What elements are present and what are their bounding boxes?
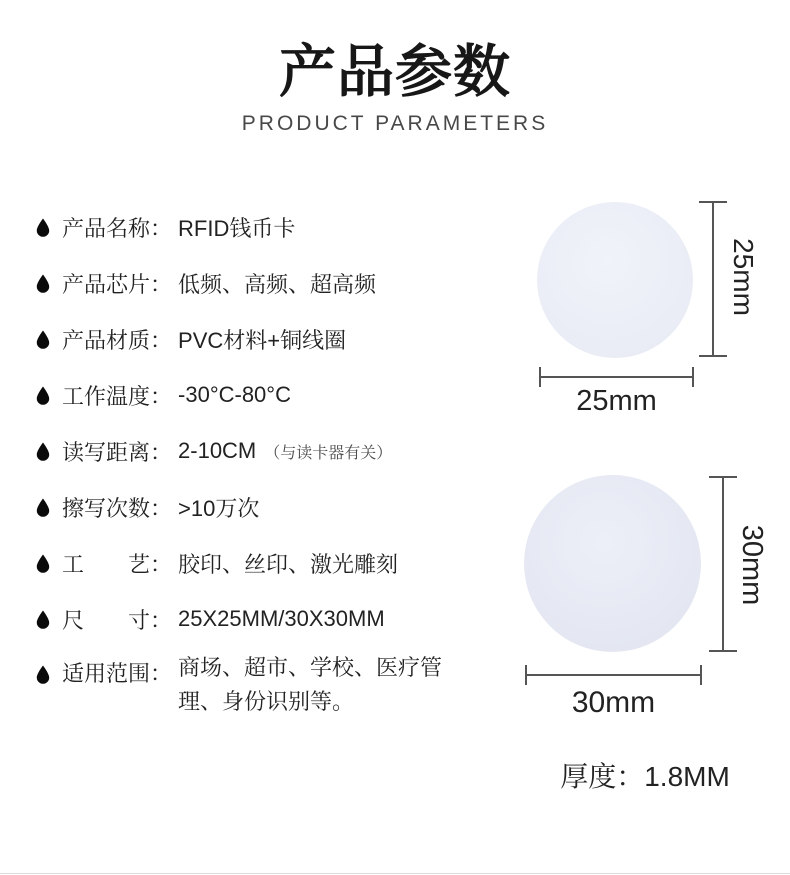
spec-colon: ： (150, 661, 173, 686)
dimension-line-vertical-30mm (708, 476, 738, 652)
spec-label: 尺寸 (62, 607, 150, 633)
dimension-line-horizontal-30mm (525, 663, 702, 687)
spec-colon: ： (150, 439, 173, 465)
spec-colon: ： (150, 551, 173, 577)
droplet-icon (36, 554, 50, 573)
spec-label: 工艺 (62, 551, 150, 577)
spec-label: 适用范围 (62, 661, 151, 686)
spec-row-material (36, 311, 468, 367)
droplet-icon (36, 442, 50, 461)
spec-colon: ： (150, 607, 173, 633)
droplet-icon (36, 386, 50, 405)
spec-value: 商场、超市、学校、医疗管理、身份识别等。 (178, 655, 443, 714)
thickness-colon: ： (616, 761, 645, 792)
spec-colon: ： (150, 327, 173, 353)
spec-value: 胶印、丝印、激光雕刻 (178, 551, 399, 577)
droplet-icon (36, 274, 50, 293)
dimension-line-vertical-25mm (698, 201, 728, 357)
droplet-icon (36, 498, 50, 517)
spec-colon: ： (150, 215, 173, 241)
spec-label: 擦写次数 (62, 495, 151, 521)
header (0, 40, 790, 136)
spec-colon: ： (150, 383, 173, 409)
thickness-text (515, 755, 775, 795)
spec-row-craft (36, 535, 468, 591)
spec-note: （与读卡器有关） (264, 444, 393, 462)
dimension-label-height-30mm: 30mm (736, 524, 768, 606)
thickness-label: 厚度 (560, 761, 617, 792)
droplet-icon (36, 218, 50, 237)
droplet-icon (36, 665, 50, 684)
spec-label: 读写距离 (62, 439, 151, 465)
spec-value: 25X25MM/30X30MM (178, 606, 385, 631)
coin-30mm-image (524, 475, 701, 652)
droplet-icon (36, 330, 50, 349)
spec-list (36, 199, 468, 737)
dimension-label-width-25mm: 25mm (576, 385, 657, 417)
spec-colon: ： (150, 271, 173, 297)
spec-row-working-temperature (36, 367, 468, 423)
coin-25mm-image (537, 202, 693, 358)
spec-row-application-scope (36, 647, 468, 737)
dimension-label-height-25mm: 25mm (728, 238, 759, 316)
spec-row-size (36, 591, 468, 647)
spec-row-read-write-distance (36, 423, 468, 479)
droplet-icon (36, 610, 50, 629)
spec-value: 2-10CM (178, 438, 257, 463)
spec-value: >10万次 (178, 495, 260, 521)
spec-row-chip (36, 255, 468, 311)
spec-label: 工作温度 (62, 383, 151, 409)
spec-label: 产品名称 (62, 215, 151, 241)
thickness-value: 1.8MM (644, 761, 730, 792)
spec-colon: ： (150, 495, 173, 521)
spec-label: 产品材质 (62, 327, 151, 353)
spec-value: RFID钱币卡 (178, 215, 296, 241)
bottom-divider (0, 873, 790, 874)
spec-row-erase-cycles (36, 479, 468, 535)
page-title: 产品参数 (279, 40, 511, 104)
spec-value: PVC材料+铜线圈 (178, 327, 347, 353)
spec-row-product-name (36, 199, 468, 255)
page-subtitle: PRODUCT PARAMETERS (241, 111, 549, 135)
spec-value: 低频、高频、超高频 (178, 271, 377, 297)
spec-value: -30°C-80°C (178, 382, 291, 407)
spec-label: 产品芯片 (62, 271, 151, 297)
dimension-label-width-30mm: 30mm (571, 686, 656, 719)
